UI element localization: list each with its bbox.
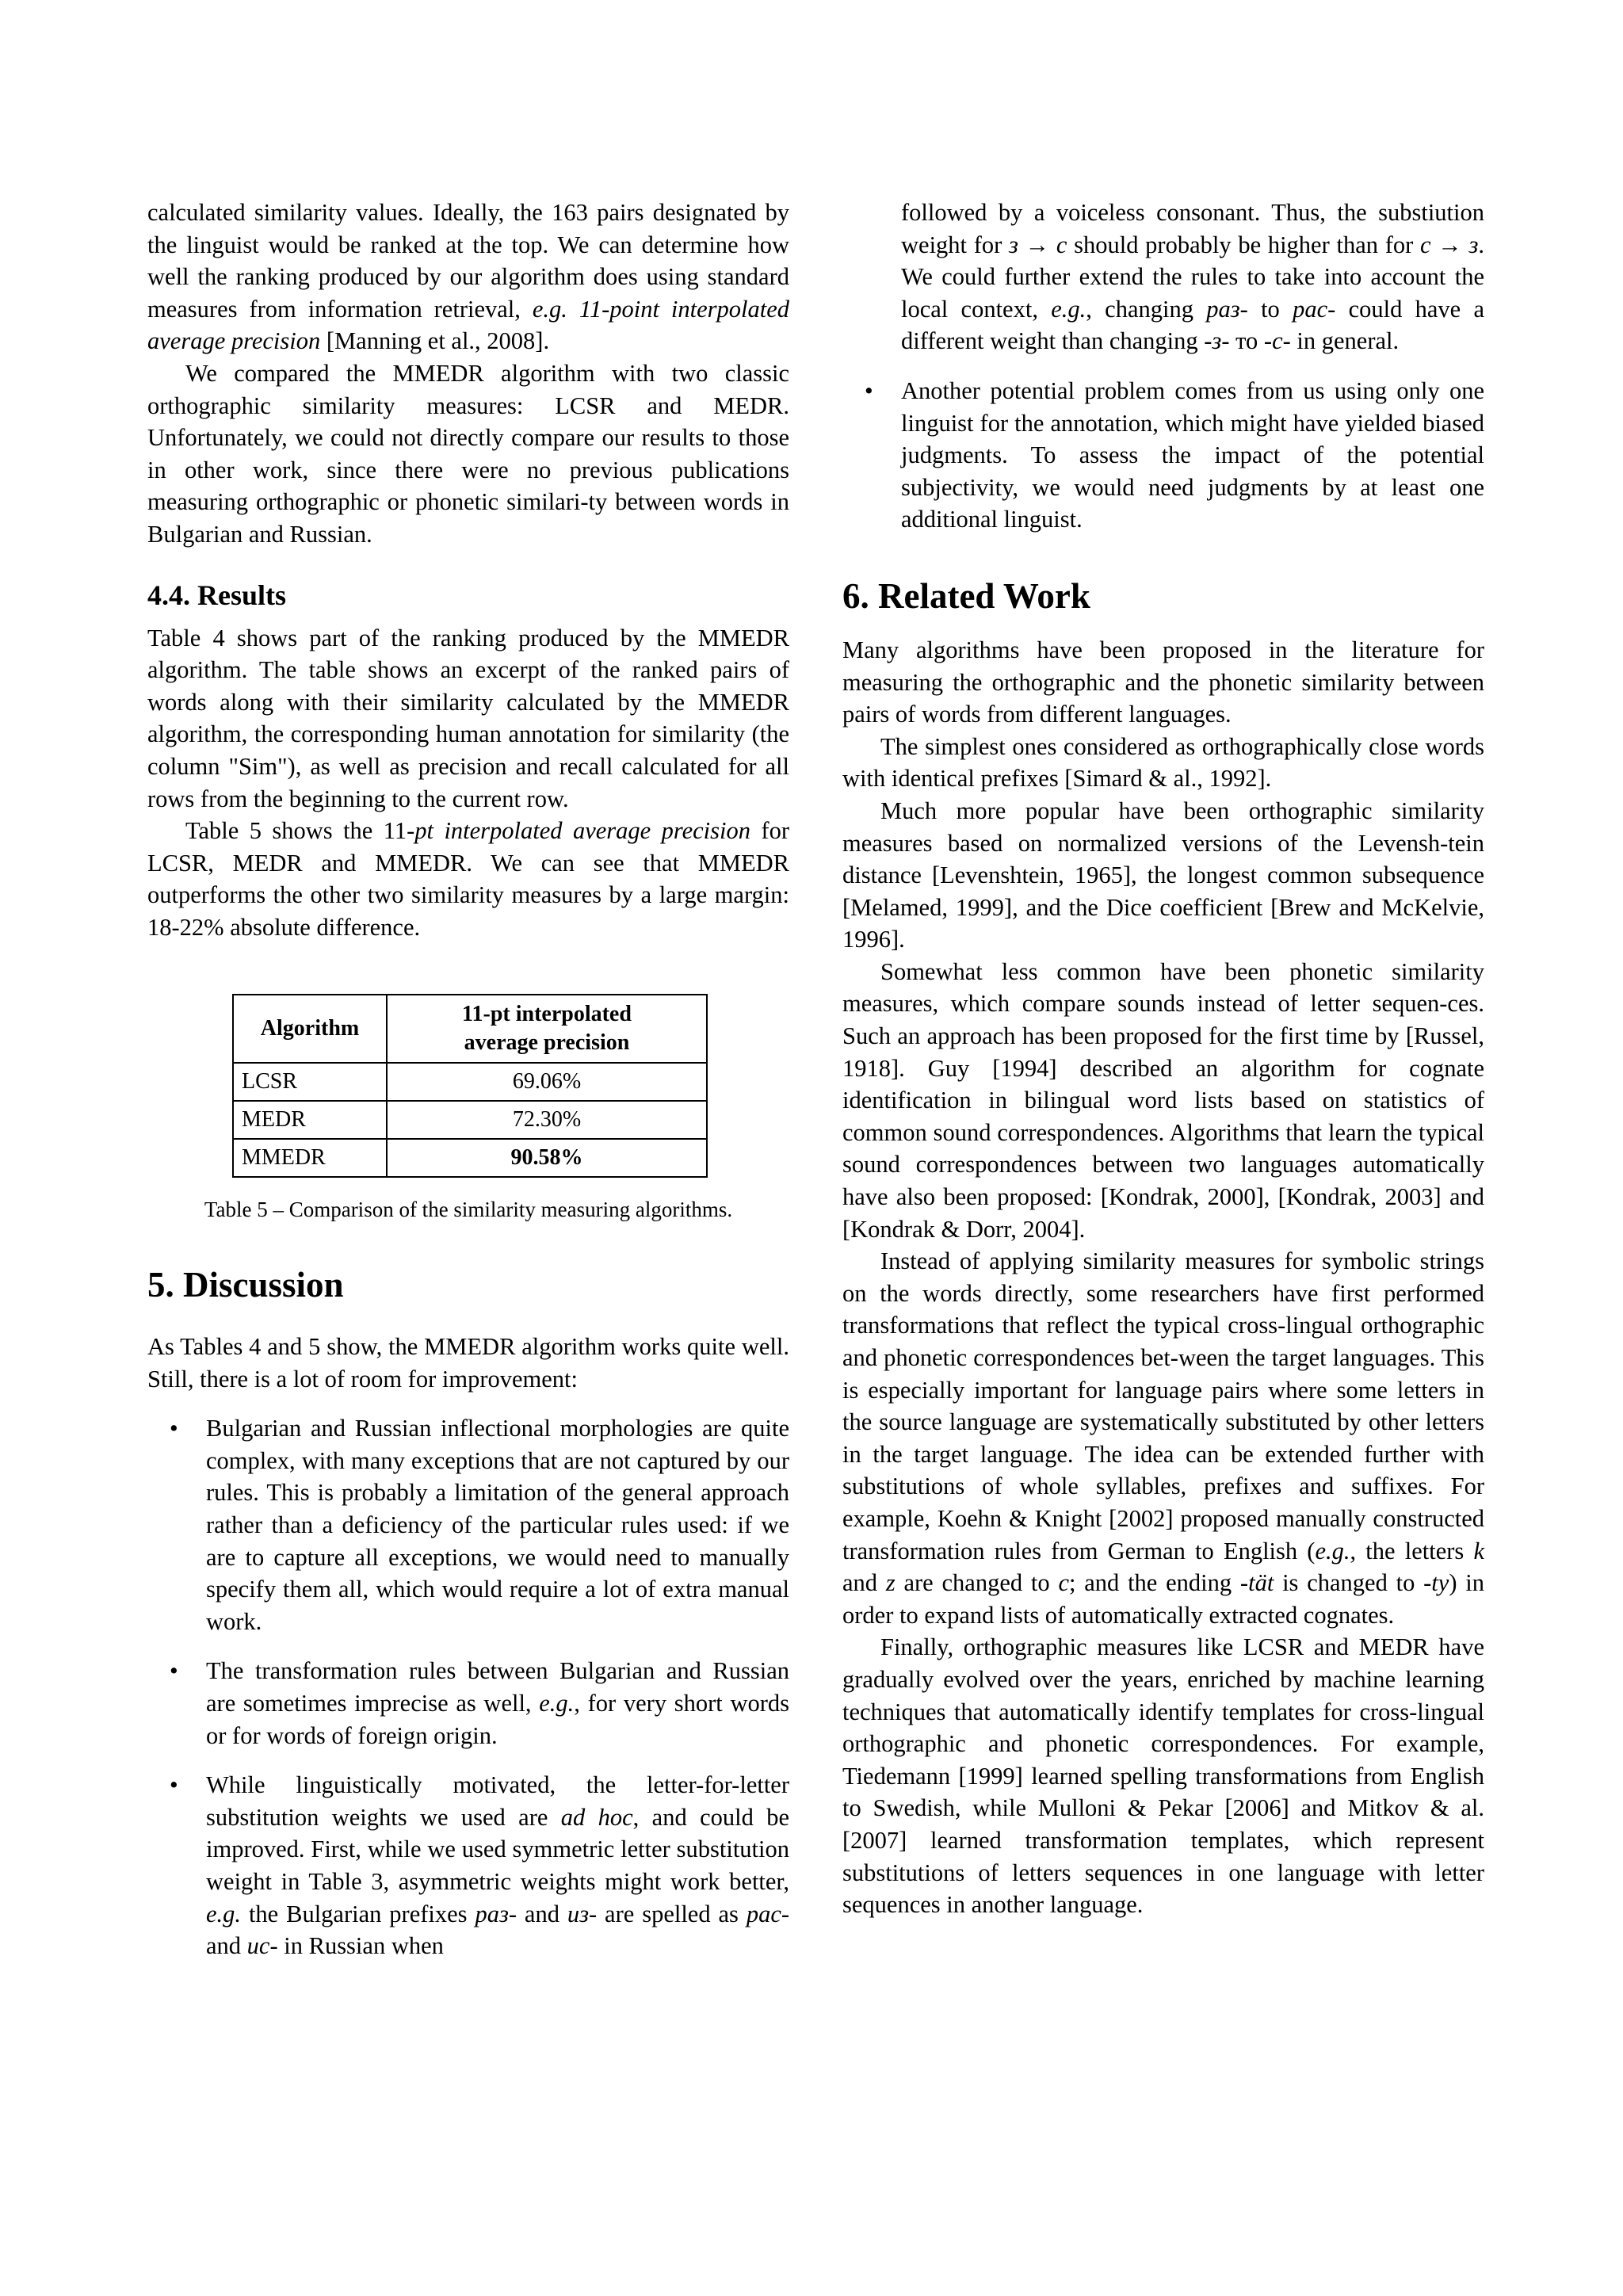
table-row xyxy=(233,1139,707,1177)
paragraph-results-table5: Table 5 shows the 11-pt interpolated average precision for LCSR, MEDR and MMEDR. We can see that MMEDR outperforms the other two similarity measures by a large margin: 18-22% absolute difference. xyxy=(147,817,789,941)
table-cell-precision: 69.06% xyxy=(387,1063,707,1101)
paragraph-related-transformations: Instead of applying similarity measures for symbolic strings on the words directly, some researchers have first performed transformations that reflect the typical cross-lingual orthographic and phonetic correspondences bet-ween the target languages. This is especially important for language pairs where some letters in the source language are systematically substituted by other letters in the target language. The idea can be extended further with substitutions of whole syllables, prefixes and suffixes. For example, Koehn & Knight [2002] proposed manually constructed transformation rules from German to English (e.g., the letters k and z are changed to c; and the ending -tät is changed to -ty) in order to expand lists of automatically extracted cognates. xyxy=(842,1247,1484,1629)
table-header-algorithm: Algorithm xyxy=(233,995,387,1063)
table-cell-precision: 72.30% xyxy=(387,1101,707,1139)
list-item: • While linguistically motivated, the letter-for-letter substitution weights we used are ad hoc, and could be improved. First, while we used symmetric letter substitution weight in Table 3, asymmetric weights might work better, e.g. the Bulgarian prefixes раз- and из- are spelled as рас- and ис- in Russian when xyxy=(147,1769,789,1962)
paragraph-related-orthographic: Much more popular have been orthographic similarity measures based on normalized versions of the Levensh-tein distance [Levenshtein, 1965], the longest common subsequence [Melamed, 1999], and the Dice coefficient [Brew and McKelvie, 1996]. xyxy=(842,797,1484,953)
table-header-precision: 11-pt interpolated average precision xyxy=(387,995,707,1063)
paragraph-comparison: We compared the MMEDR algorithm with two classic orthographic similarity measures: LCSR and MEDR. Unfortunately, we could not directly compare our results to those in other work, since there were no previous publications measuring orthographic or phonetic similari-ty between words in Bulgarian and Russian. xyxy=(147,359,789,548)
table-cell-algorithm: LCSR xyxy=(233,1063,387,1101)
section-heading-discussion: 5. Discussion xyxy=(147,1265,344,1305)
list-item: • Another potential problem comes from us using only one linguist for the annotation, which might have yielded biased judgments. To assess the impact of the potential subjectivity, we would need judgments by at least one additional linguist. xyxy=(842,375,1484,536)
table-cell-algorithm: MMEDR xyxy=(233,1139,387,1177)
paragraph-related-intro: Many algorithms have been proposed in the literature for measuring the orthographic and the phonetic similarity between pairs of words from different languages. xyxy=(842,636,1484,728)
paragraph-related-learning: Finally, orthographic measures like LCSR and MEDR have gradually evolved over the years, enriched by machine learning techniques that automatically identify templates for cross-lingual orthographic and phonetic correspondences. For example, Tiedemann [1999] learned spelling transformations from English to Swedish, while Mulloni & Pekar [2006] and Mitkov & al. [2007] learned transformation templates, which represent substitutions of letters sequences in one language with letter sequences in another language. xyxy=(842,1633,1484,1919)
table-cell-precision: 90.58% xyxy=(387,1139,707,1177)
list-item: followed by a voiceless consonant. Thus, the substiution weight for з → с should probably be higher than for с → з. We could further extend the rules to take into account the local context, e.g., changing раз- to рас- could have a different weight than changing -з- то -с- in general. xyxy=(901,199,1484,355)
table-caption: Table 5 – Comparison of the similarity measuring algorithms. xyxy=(204,1198,733,1222)
table-cell-algorithm: MEDR xyxy=(233,1101,387,1139)
bullet-icon: • xyxy=(170,1415,178,1442)
paragraph-related-prefixes: The simplest ones considered as orthographically close words with identical prefixes [Simard & al., 1992]. xyxy=(842,732,1484,793)
list-item: • The transformation rules between Bulgarian and Russian are sometimes imprecise as well, e.g., for very short words or for words of foreign origin. xyxy=(147,1655,789,1752)
left-column xyxy=(147,197,789,1962)
paragraph-results-table4: Table 4 shows part of the ranking produced by the MMEDR algorithm. The table shows an excerpt of the ranked pairs of words along with their similarity calculated by the MMEDR algorithm, the corresponding human annotation for similarity (the column "Sim"), as well as precision and recall calculated for all rows from the beginning to the current row. xyxy=(147,624,789,812)
table-row xyxy=(233,1063,707,1101)
section-heading-results: 4.4. Results xyxy=(147,579,287,611)
paragraph-related-phonetic: Somewhat less common have been phonetic similarity measures, which compare sounds instead of letter sequen-ces. Such an approach has been proposed for the first time by [Russel, 1918]. Guy [1994] described an algorithm for cognate identification in bilingual word lists based on statistics of common sound correspondences. Algorithms that learn the typical sound correspondences between two languages automatically have also been proposed: [Kondrak, 2000], [Kondrak, 2003] and [Kondrak & Dorr, 2004]. xyxy=(842,957,1484,1243)
section-heading-related-work: 6. Related Work xyxy=(842,575,1090,616)
list-item: • Bulgarian and Russian inflectional morphologies are quite complex, with many exceptions that are not captured by our rules. This is probably a limitation of the general approach rather than a deficiency of the particular rules used: if we are to capture all exceptions, we would need to manually specify them all, which would require a lot of extra manual work. xyxy=(147,1412,789,1637)
bullet-icon: • xyxy=(865,376,873,404)
paragraph-ranking-eval: calculated similarity values. Ideally, the 163 pairs designated by the linguist would be ranked at the top. We can determine how well the ranking produced by our algorithm does using standard measures from information retrieval, e.g. 11-point interpolated average precision [Manning et al., 2008]. xyxy=(147,199,789,355)
discussion-list xyxy=(147,1412,789,1962)
paragraph-discussion-intro: As Tables 4 and 5 show, the MMEDR algorithm works quite well. Still, there is a lot of room for improvement: xyxy=(147,1333,789,1392)
right-column xyxy=(842,197,1484,1921)
bullet-icon: • xyxy=(170,1657,178,1685)
table-row xyxy=(233,1101,707,1139)
discussion-list-continued xyxy=(842,197,1484,536)
results-table xyxy=(232,994,708,1178)
bullet-icon: • xyxy=(170,1771,178,1799)
